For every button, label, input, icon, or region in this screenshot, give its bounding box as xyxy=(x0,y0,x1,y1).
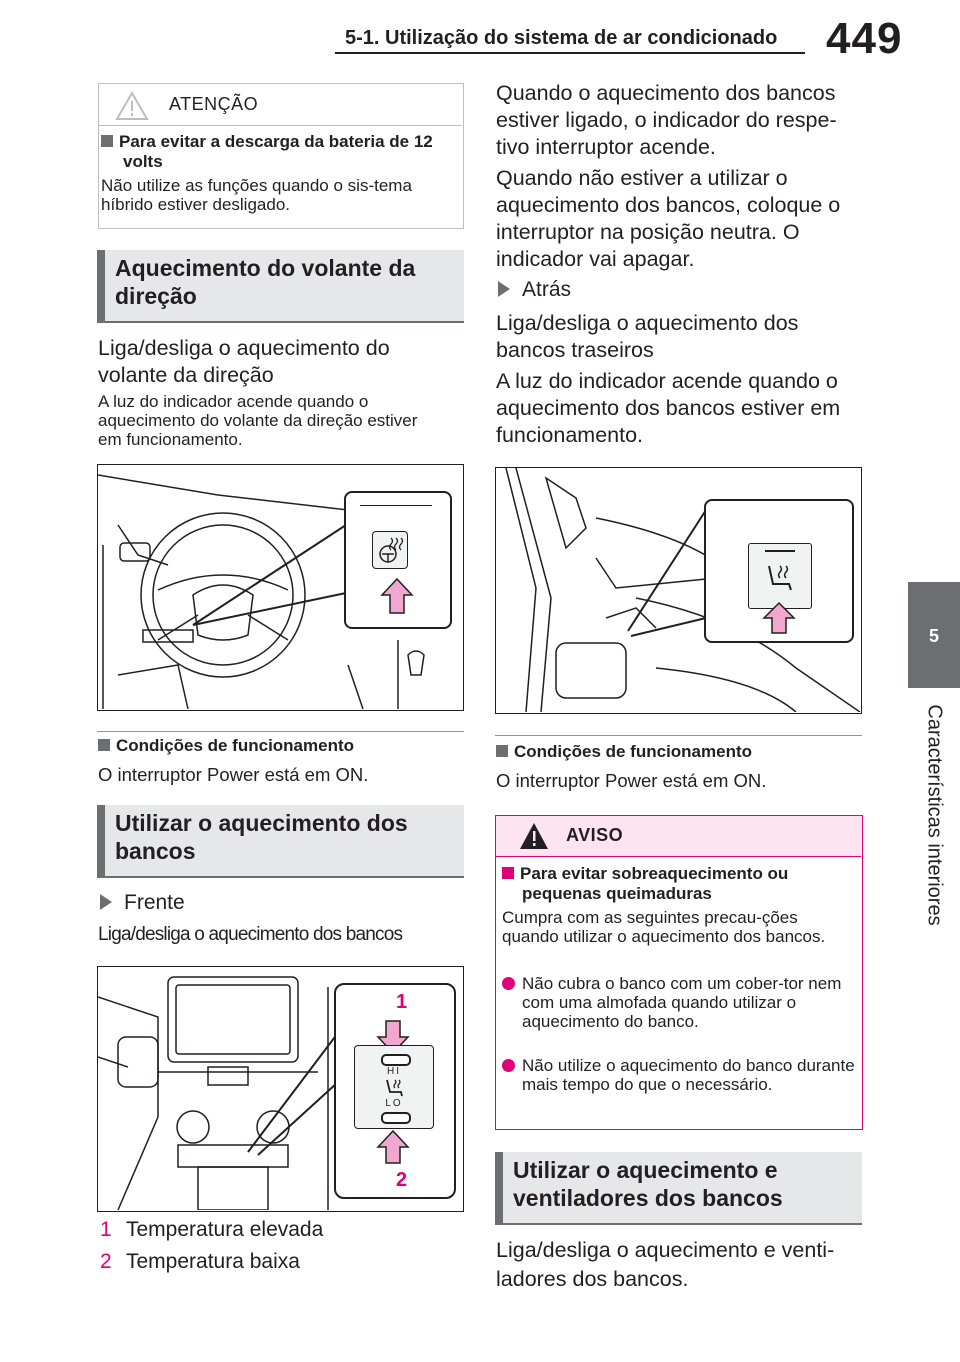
rear-seat-heater-figure xyxy=(495,467,862,714)
chapter-tab-label: Características interiores xyxy=(923,704,946,926)
notice-bullet-text: Não utilize o aquecimento do banco durante mais tempo do que o necessário. xyxy=(522,1056,855,1094)
up-arrow-icon xyxy=(376,1129,410,1165)
divider xyxy=(495,735,862,736)
pointer-arrow-icon xyxy=(762,601,796,635)
page-number: 449 xyxy=(826,14,903,63)
legend-item xyxy=(100,1250,300,1274)
rear-note: A luz do indicador acende quando o aquecimento dos bancos estiver em funcionamento. xyxy=(496,369,841,447)
right-conditions-text: O interruptor Power está em ON. xyxy=(496,770,767,791)
chapter-tab xyxy=(908,582,960,688)
square-bullet-icon xyxy=(502,867,514,879)
steering-heater-note: A luz do indicador acende quando o aquecimento do volante da direção estiver em funcionamento. xyxy=(98,392,418,449)
steering-heater-switch xyxy=(372,531,408,569)
legend-number: 2 xyxy=(100,1250,112,1273)
notice-header xyxy=(496,816,861,857)
caution-triangle-icon xyxy=(115,91,149,121)
right-para-2: Quando não estiver a utilizar o aquecimento dos bancos, coloque o interruptor na posição neutra. O indicador vai apagar. xyxy=(496,166,841,271)
legend-text: Temperatura elevada xyxy=(126,1218,324,1241)
steering-heater-intro: Liga/desliga o aquecimento do volante da direção xyxy=(98,336,390,387)
rear-label-text: Atrás xyxy=(522,278,572,301)
square-bullet-icon xyxy=(496,745,508,757)
legend-number: 1 xyxy=(100,1218,112,1241)
caution-divider xyxy=(99,125,462,126)
legend-text: Temperatura baixa xyxy=(126,1250,300,1273)
steering-heater-figure xyxy=(97,464,464,711)
right-para-1: Quando o aquecimento dos bancos estiver ligado, o indicador do respe-tivo interruptor acende. xyxy=(496,81,837,159)
rear-label xyxy=(498,278,571,302)
notice-text: Cumpra com as seguintes precau-ções quando utilizar o aquecimento dos bancos. xyxy=(502,908,826,946)
triangle-bullet-icon xyxy=(100,894,112,910)
left-conditions-heading xyxy=(98,736,354,756)
left-conditions-text: O interruptor Power está em ON. xyxy=(98,764,369,785)
seat-ventilators-text: Liga/desliga o aquecimento e venti-ladores dos bancos. xyxy=(496,1238,835,1291)
steering-heater-switch-callout xyxy=(344,491,452,629)
caution-box xyxy=(98,83,464,229)
notice-bullet xyxy=(502,1056,867,1094)
square-bullet-icon xyxy=(101,135,113,147)
triangle-bullet-icon xyxy=(498,281,510,297)
notice-heading-text: Para evitar sobreaquecimento ou pequenas queimaduras xyxy=(520,864,789,903)
pointer-arrow-icon xyxy=(380,577,414,615)
caution-title: ATENÇÃO xyxy=(169,94,259,114)
lo-label: LO xyxy=(385,1098,403,1109)
divider xyxy=(97,731,464,732)
hi-label: HI xyxy=(387,1066,401,1077)
steering-heater-icon xyxy=(373,532,407,568)
header-rule xyxy=(335,52,805,54)
caution-heading xyxy=(101,132,473,172)
notice-bullet xyxy=(502,974,867,1031)
front-label-text: Frente xyxy=(124,891,185,914)
caution-text: Não utilize as funções quando o sis-tema híbrido estiver desligado. xyxy=(101,176,412,214)
chapter-title: 5-1. Utilização do sistema de ar condicionado xyxy=(345,27,778,49)
seat-heater-icon xyxy=(383,1078,405,1098)
front-seat-heater-switch xyxy=(354,1045,434,1129)
rear-text: Liga/desliga o aquecimento dos bancos traseiros xyxy=(496,311,799,362)
caution-heading-text: Para evitar a descarga da bateria de 12 volts xyxy=(119,132,433,171)
front-seat-heater-figure xyxy=(97,966,464,1212)
callout-number-1: 1 xyxy=(396,991,408,1013)
front-seat-switch-callout xyxy=(334,983,456,1199)
notice-bullet-text: Não cubra o banco com um cober-tor nem com uma almofada quando utilizar o aquecimento do banco. xyxy=(522,974,842,1031)
left-conditions-heading-text: Condições de funcionamento xyxy=(116,736,355,755)
section-header-steering-heater: Aquecimento do volante da direção xyxy=(97,250,464,323)
section-header-seat-ventilators: Utilizar o aquecimento e ventiladores dos bancos xyxy=(495,1152,862,1225)
section-header-seat-heaters: Utilizar o aquecimento dos bancos xyxy=(97,805,464,878)
seat-heater-icon xyxy=(763,562,797,594)
warning-triangle-icon xyxy=(518,821,550,851)
square-bullet-icon xyxy=(98,739,110,751)
callout-number-2: 2 xyxy=(396,1169,408,1191)
legend-item xyxy=(100,1218,323,1242)
notice-title: AVISO xyxy=(566,825,624,845)
front-text: Liga/desliga o aquecimento dos bancos xyxy=(98,924,403,945)
rear-seat-heater-switch xyxy=(748,543,812,609)
rear-seat-switch-callout xyxy=(704,499,854,643)
bullet-dot-icon xyxy=(502,1059,515,1072)
bullet-dot-icon xyxy=(502,977,515,990)
notice-heading xyxy=(502,864,867,904)
notice-box xyxy=(495,815,863,1130)
right-conditions-heading-text: Condições de funcionamento xyxy=(514,742,753,761)
right-conditions-heading xyxy=(496,742,752,762)
chapter-tab-number: 5 xyxy=(928,626,939,646)
front-label xyxy=(100,891,185,915)
